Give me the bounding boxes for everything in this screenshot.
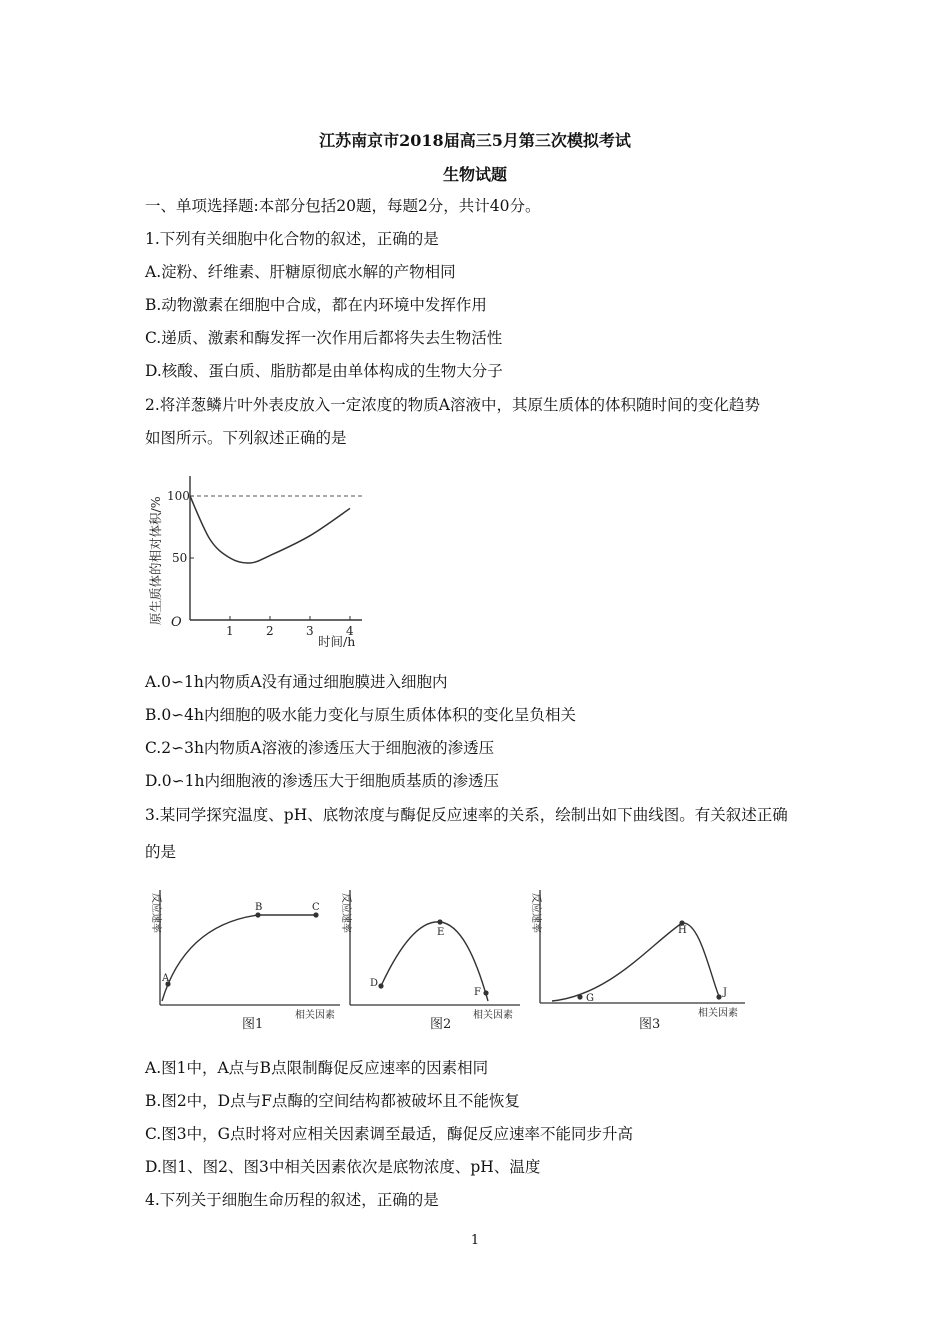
q3-stem-line1: 3.某同学探究温度、pH、底物浓度与酶促反应速率的关系，绘制出如下曲线图。有关叙述正确: [145, 806, 788, 824]
point-E: [437, 919, 442, 924]
q2-volume-chart: [140, 468, 370, 653]
label-F: F: [474, 987, 481, 998]
y-axis-label: 反应速率: [150, 893, 161, 933]
q1-option-d: D.核酸、蛋白质、脂肪都是由单体构成的生物大分子: [145, 362, 503, 380]
point-B: [255, 912, 260, 917]
q2-stem-line2: 如图所示。下列叙述正确的是: [145, 429, 347, 447]
x-tick-label: 3: [306, 624, 314, 638]
q3-option-c: C.图3中，G点时将对应相关因素调至最适，酶促反应速率不能同步升高: [145, 1125, 633, 1143]
point-C: [313, 912, 318, 917]
point-G: [577, 994, 582, 999]
x-tick-label: 2: [266, 624, 274, 638]
q1-option-a: A.淀粉、纤维素、肝糖原彻底水解的产物相同: [145, 263, 456, 281]
y-tick-label: 100: [167, 489, 190, 503]
label-B: B: [255, 902, 263, 913]
q3-option-d: D.图1、图2、图3中相关因素依次是底物浓度、pH、温度: [145, 1158, 541, 1176]
q2-option-a: A.0∽1h内物质A没有通过细胞膜进入细胞内: [145, 673, 448, 691]
q2-option-d: D.0∽1h内细胞液的渗透压大于细胞质基质的渗透压: [145, 772, 499, 790]
figure-2-chart: [340, 885, 525, 1035]
x-axis-label: 相关因素: [473, 1010, 513, 1021]
figure-caption: 图1: [242, 1017, 264, 1032]
point-F: [483, 990, 488, 995]
y-axis-label: 反应速率: [340, 893, 351, 933]
point-D: [378, 983, 383, 988]
x-axis-label: 相关因素: [295, 1010, 335, 1021]
figure-caption: 图2: [430, 1017, 452, 1032]
q2-stem-line1: 2.将洋葱鳞片叶外表皮放入一定浓度的物质A溶液中，其原生质体的体积随时间的变化趋势: [145, 396, 760, 414]
point-J: [716, 994, 721, 999]
q1-option-b: B.动物激素在细胞中合成，都在内环境中发挥作用: [145, 296, 487, 314]
label-D: D: [370, 978, 379, 989]
volume-curve: [190, 496, 350, 563]
x-axis-label: 相关因素: [698, 1008, 738, 1019]
x-tick-label: 4: [346, 624, 354, 638]
q3-stem-line2: 的是: [145, 843, 177, 861]
label-A: A: [162, 973, 170, 984]
figure-caption: 图3: [639, 1017, 661, 1032]
figure-1-chart: [140, 885, 345, 1035]
label-G: G: [586, 993, 594, 1004]
doc-title: 江苏南京市2018届高三5月第三次模拟考试: [319, 131, 631, 150]
doc-subtitle: 生物试题: [442, 165, 507, 184]
q3-option-b: B.图2中，D点与F点酶的空间结构都被破坏且不能恢复: [145, 1092, 520, 1110]
figure-3-chart: [520, 885, 750, 1035]
label-J: J: [723, 987, 728, 998]
q3-option-a: A.图1中，A点与B点限制酶促反应速率的因素相同: [145, 1059, 489, 1077]
q2-option-b: B.0∽4h内细胞的吸水能力变化与原生质体体积的变化呈负相关: [145, 706, 577, 724]
origin-label: O: [171, 615, 182, 630]
rate-curve: [381, 922, 488, 1001]
y-axis-label: 反应速率: [530, 893, 541, 933]
y-axis-label: 原生质体的相对体积/%: [148, 496, 163, 625]
rate-curve: [552, 923, 720, 1001]
page-number: 1: [470, 1233, 480, 1248]
x-tick-label: 1: [226, 624, 234, 638]
section-heading: 一、单项选择题:本部分包括20题，每题2分，共计40分。: [145, 197, 541, 215]
q2-option-c: C.2∽3h内物质A溶液的渗透压大于细胞液的渗透压: [145, 739, 495, 757]
x-axis-label: 时间/h: [318, 634, 356, 649]
label-H: H: [678, 925, 687, 936]
rate-curve: [162, 915, 318, 1001]
y-tick-label: 50: [172, 551, 188, 565]
q1-stem: 1.下列有关细胞中化合物的叙述，正确的是: [145, 230, 439, 248]
label-E: E: [437, 927, 445, 938]
q4-stem: 4.下列关于细胞生命历程的叙述，正确的是: [145, 1191, 439, 1209]
label-C: C: [312, 902, 320, 913]
q1-option-c: C.递质、激素和酶发挥一次作用后都将失去生物活性: [145, 329, 503, 347]
